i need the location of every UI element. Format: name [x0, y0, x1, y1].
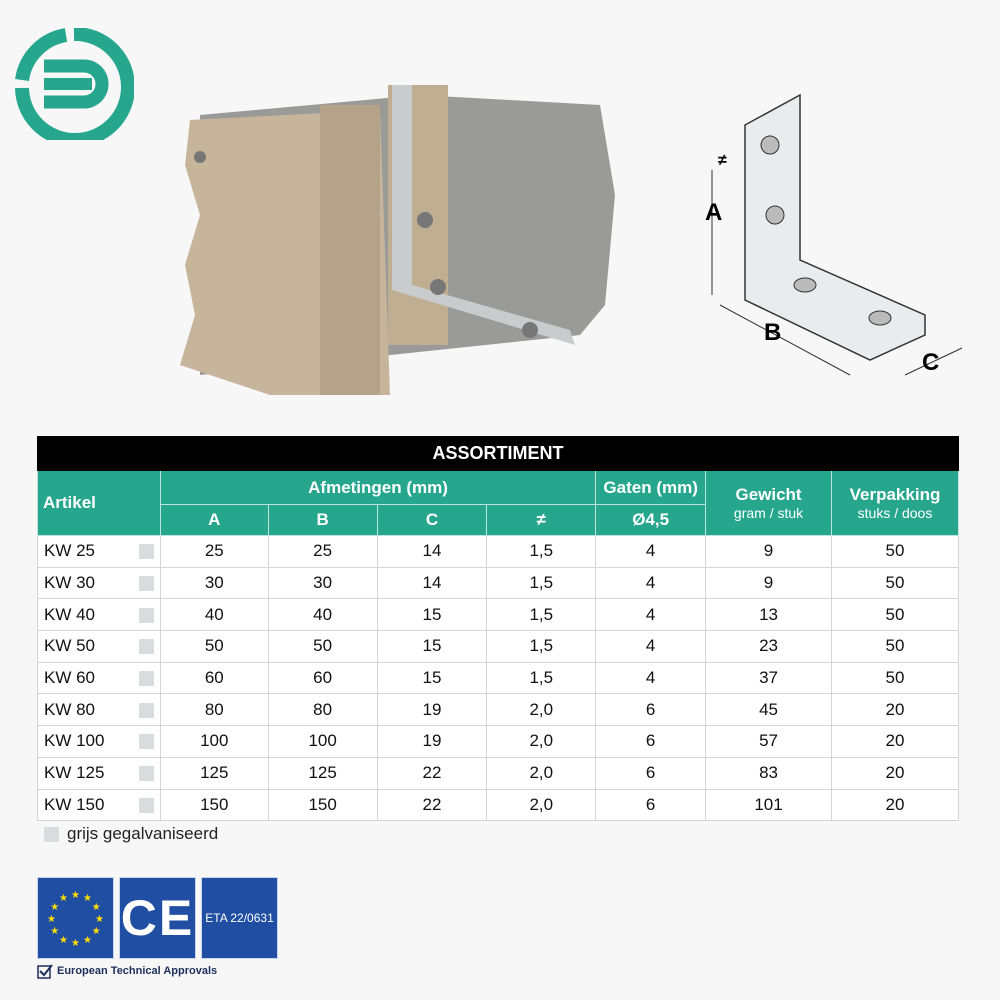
grey-swatch-icon	[139, 639, 154, 654]
eu-star-icon: ★	[71, 938, 80, 949]
cell-artikel: KW 125	[38, 757, 133, 789]
table-row	[38, 536, 959, 568]
cell-gaten: 4	[596, 631, 706, 663]
cell-swatch	[132, 757, 160, 789]
header-thickness: ≠	[487, 505, 596, 536]
finish-legend	[44, 824, 218, 844]
eu-star-icon: ★	[71, 890, 80, 901]
cell-c: 19	[377, 726, 487, 758]
cell-verpakking: 20	[831, 757, 958, 789]
cell-b: 80	[268, 694, 377, 726]
cell-b: 150	[268, 789, 377, 821]
eu-flag-badge	[37, 877, 114, 959]
eu-star-icon: ★	[50, 926, 60, 937]
table-row	[38, 757, 959, 789]
cell-gewicht: 37	[706, 662, 832, 694]
grey-swatch-icon	[139, 544, 154, 559]
cell-verpakking: 20	[831, 789, 958, 821]
cell-c: 15	[377, 662, 487, 694]
header-a: A	[160, 505, 268, 536]
dimension-c-label: C	[922, 349, 940, 376]
cell-verpakking: 20	[831, 726, 958, 758]
grey-swatch-icon	[139, 798, 154, 813]
cell-thickness: 2,0	[487, 726, 596, 758]
cell-b: 100	[268, 726, 377, 758]
dimension-b-label: B	[764, 319, 782, 346]
grey-swatch-icon	[139, 703, 154, 718]
cell-verpakking: 50	[831, 631, 958, 663]
cell-a: 40	[160, 599, 268, 631]
cell-verpakking: 50	[831, 662, 958, 694]
table-row	[38, 567, 959, 599]
cell-artikel: KW 150	[38, 789, 133, 821]
product-installation-photo	[180, 75, 620, 395]
cell-gaten: 6	[596, 757, 706, 789]
eu-star-icon: ★	[50, 902, 60, 913]
cell-swatch	[132, 726, 160, 758]
cell-c: 19	[377, 694, 487, 726]
eu-star-icon: ★	[91, 926, 101, 937]
cell-verpakking: 20	[831, 694, 958, 726]
cell-gewicht: 9	[706, 536, 832, 568]
cell-gewicht: 83	[706, 757, 832, 789]
cell-verpakking: 50	[831, 536, 958, 568]
cell-thickness: 1,5	[487, 536, 596, 568]
cell-gewicht: 23	[706, 631, 832, 663]
cell-thickness: 1,5	[487, 567, 596, 599]
header-gewicht-unit: gram / stuk	[733, 505, 804, 521]
cell-a: 125	[160, 757, 268, 789]
cell-thickness: 1,5	[487, 662, 596, 694]
cell-c: 14	[377, 536, 487, 568]
header-afmetingen: Afmetingen (mm)	[160, 471, 595, 505]
table-row	[38, 694, 959, 726]
cell-a: 60	[160, 662, 268, 694]
cell-swatch	[132, 567, 160, 599]
eu-star-icon: ★	[83, 893, 92, 905]
header-verpakking-unit: stuks / doos	[857, 505, 933, 521]
cell-c: 22	[377, 789, 487, 821]
grey-swatch-icon	[139, 608, 154, 623]
header-verpakking-label: Verpakking	[849, 485, 941, 504]
cell-swatch	[132, 694, 160, 726]
dimension-a-label: A	[705, 199, 723, 226]
cell-gewicht: 45	[706, 694, 832, 726]
cell-gewicht: 9	[706, 567, 832, 599]
cell-gaten: 4	[596, 662, 706, 694]
cell-gaten: 4	[596, 599, 706, 631]
cell-swatch	[132, 789, 160, 821]
table-row	[38, 789, 959, 821]
header-b: B	[268, 505, 377, 536]
cell-artikel: KW 60	[38, 662, 133, 694]
legend-label: grijs gegalvaniseerd	[67, 824, 219, 843]
header-c: C	[377, 505, 487, 536]
header-gaten-diameter: Ø4,5	[596, 505, 706, 536]
cell-b: 50	[268, 631, 377, 663]
table-row	[38, 599, 959, 631]
cell-gaten: 6	[596, 789, 706, 821]
eu-star-icon: ★	[91, 902, 101, 913]
eu-star-icon: ★	[95, 914, 104, 925]
grey-swatch-icon	[139, 671, 154, 686]
eu-star-icon: ★	[83, 934, 92, 946]
eta-approval-label: European Technical Approvals	[57, 965, 218, 977]
cell-a: 150	[160, 789, 268, 821]
header-gewicht-label: Gewicht	[735, 485, 802, 504]
cell-a: 25	[160, 536, 268, 568]
cell-thickness: 1,5	[487, 599, 596, 631]
cell-c: 14	[377, 567, 487, 599]
cell-verpakking: 50	[831, 567, 958, 599]
header-gaten: Gaten (mm)	[596, 471, 706, 505]
cell-thickness: 2,0	[487, 694, 596, 726]
header-gewicht	[706, 471, 832, 536]
eu-star-icon: ★	[59, 934, 68, 946]
cell-b: 25	[268, 536, 377, 568]
cell-swatch	[132, 631, 160, 663]
checkbox-checked-icon	[37, 963, 53, 979]
grey-swatch-icon	[139, 576, 154, 591]
brand-logo	[14, 28, 134, 140]
cell-artikel: KW 40	[38, 599, 133, 631]
cell-artikel: KW 100	[38, 726, 133, 758]
cell-gaten: 6	[596, 694, 706, 726]
cell-thickness: 1,5	[487, 631, 596, 663]
cell-b: 40	[268, 599, 377, 631]
cell-thickness: 2,0	[487, 789, 596, 821]
grey-swatch-icon	[139, 766, 154, 781]
cell-a: 30	[160, 567, 268, 599]
cell-gewicht: 57	[706, 726, 832, 758]
ce-badge: CE	[119, 877, 196, 959]
cell-gaten: 4	[596, 567, 706, 599]
grey-swatch-icon	[44, 827, 59, 842]
cell-c: 22	[377, 757, 487, 789]
cell-c: 15	[377, 599, 487, 631]
eta-approval	[37, 963, 217, 979]
cell-a: 50	[160, 631, 268, 663]
cell-a: 80	[160, 694, 268, 726]
dimension-thickness-label: ≠	[718, 152, 727, 169]
cell-swatch	[132, 599, 160, 631]
cell-gewicht: 101	[706, 789, 832, 821]
cell-swatch	[132, 662, 160, 694]
cell-artikel: KW 50	[38, 631, 133, 663]
table-row	[38, 662, 959, 694]
table-row	[38, 631, 959, 663]
cell-b: 30	[268, 567, 377, 599]
cell-gewicht: 13	[706, 599, 832, 631]
cell-artikel: KW 30	[38, 567, 133, 599]
grey-swatch-icon	[139, 734, 154, 749]
bracket-dimension-diagram	[700, 90, 970, 380]
header-artikel: Artikel	[38, 471, 161, 536]
header-verpakking	[831, 471, 958, 536]
table-row	[38, 726, 959, 758]
eu-star-icon: ★	[59, 893, 68, 905]
cell-swatch	[132, 536, 160, 568]
cell-verpakking: 50	[831, 599, 958, 631]
eu-stars-icon	[38, 878, 113, 958]
eta-badge: ETA 22/0631	[201, 877, 278, 959]
cell-artikel: KW 80	[38, 694, 133, 726]
eu-star-icon: ★	[47, 914, 56, 925]
cell-b: 125	[268, 757, 377, 789]
assortment-table	[37, 436, 959, 821]
cell-c: 15	[377, 631, 487, 663]
cell-b: 60	[268, 662, 377, 694]
cell-artikel: KW 25	[38, 536, 133, 568]
cell-gaten: 4	[596, 536, 706, 568]
cell-a: 100	[160, 726, 268, 758]
table-title: ASSORTIMENT	[38, 437, 959, 471]
cell-gaten: 6	[596, 726, 706, 758]
cell-thickness: 2,0	[487, 757, 596, 789]
